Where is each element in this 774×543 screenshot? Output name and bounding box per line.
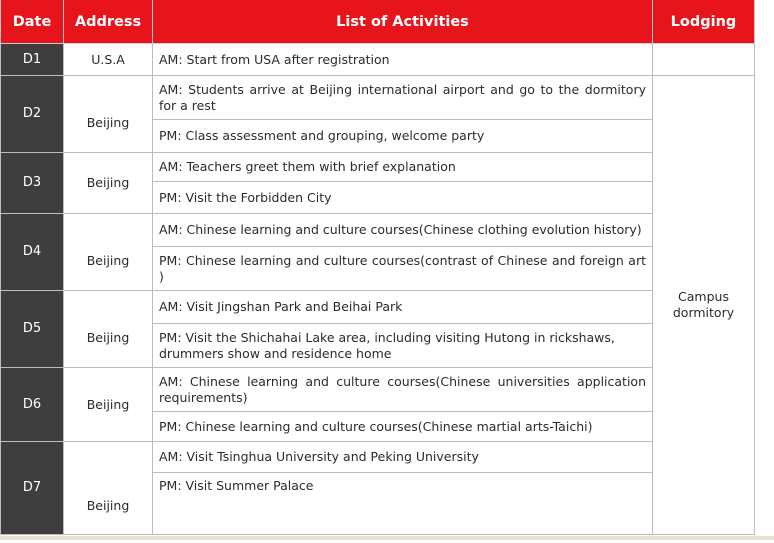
address-cell: Beijing	[64, 368, 153, 442]
bottom-rule	[0, 536, 774, 540]
activity-cell: PM: Visit Summer Palace	[153, 473, 653, 535]
date-cell: D2	[1, 76, 64, 153]
address-cell: Beijing	[64, 291, 153, 368]
address-cell: Beijing	[64, 76, 153, 153]
table-row	[1, 153, 755, 182]
header-lodging: Lodging	[653, 0, 755, 44]
activity-cell: AM: Teachers greet them with brief explanation	[153, 153, 653, 182]
activity-cell: AM: Visit Jingshan Park and Beihai Park	[153, 291, 653, 324]
activity-cell: AM: Chinese learning and culture courses(Chinese clothing evolution history)	[153, 214, 653, 247]
date-cell: D6	[1, 368, 64, 442]
activity-cell: PM: Chinese learning and culture courses(contrast of Chinese and foreign art )	[153, 247, 653, 291]
activity-cell: PM: Class assessment and grouping, welcome party	[153, 120, 653, 153]
address-cell: Beijing	[64, 442, 153, 535]
date-cell: D1	[1, 44, 64, 76]
lodging-value: Campus dormitory	[672, 289, 735, 320]
table-row	[1, 76, 755, 120]
header-address: Address	[64, 0, 153, 44]
lodging-cell	[653, 76, 755, 535]
table-row	[1, 214, 755, 247]
table-row	[1, 44, 755, 76]
table-row	[1, 442, 755, 473]
header-date: Date	[1, 0, 64, 44]
date-cell: D5	[1, 291, 64, 368]
date-cell: D4	[1, 214, 64, 291]
address-cell: Beijing	[64, 153, 153, 214]
date-cell: D7	[1, 442, 64, 535]
activity-cell: AM: Visit Tsinghua University and Peking University	[153, 442, 653, 473]
activity-cell: AM: Students arrive at Beijing international airport and go to the dormitory for a rest	[153, 76, 653, 120]
lodging-cell-empty	[653, 44, 755, 76]
address-cell: U.S.A	[64, 44, 153, 76]
date-cell: D3	[1, 153, 64, 214]
activity-cell: PM: Visit the Forbidden City	[153, 182, 653, 214]
activity-cell: PM: Chinese learning and culture courses(Chinese martial arts-Taichi)	[153, 412, 653, 442]
activity-cell: PM: Visit the Shichahai Lake area, including visiting Hutong in rickshaws, drummers show and residence home	[153, 324, 653, 368]
table-row	[1, 368, 755, 412]
activity-cell: AM: Chinese learning and culture courses(Chinese universities application requirements)	[153, 368, 653, 412]
activity-cell: AM: Start from USA after registration	[153, 44, 653, 76]
header-row	[1, 0, 755, 44]
address-cell: Beijing	[64, 214, 153, 291]
header-activities: List of Activities	[153, 0, 653, 44]
table-row	[1, 291, 755, 324]
